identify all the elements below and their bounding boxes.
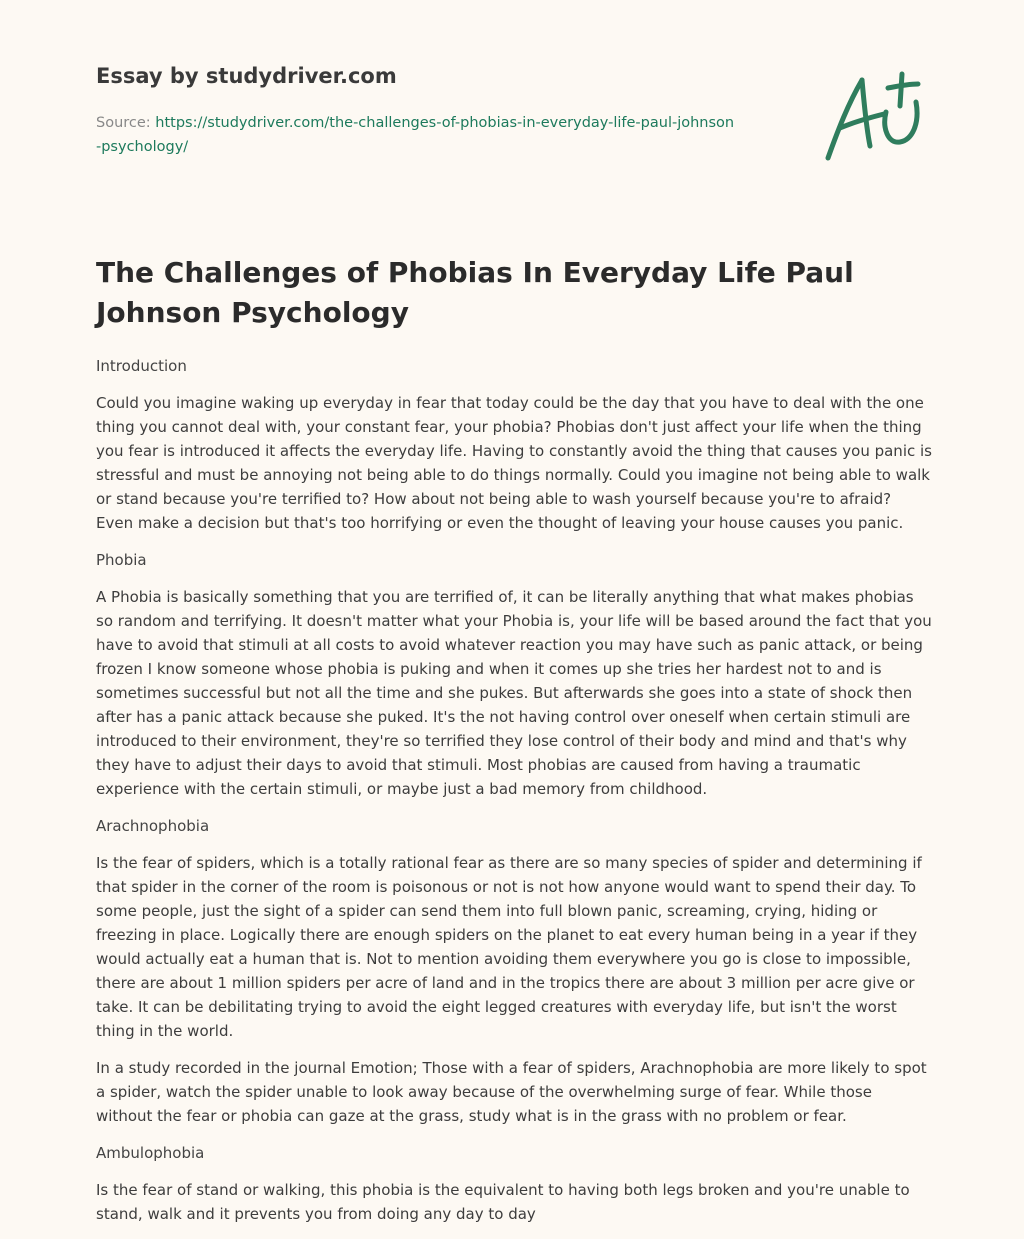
section-heading-ambulophobia: Ambulophobia (96, 1144, 205, 1162)
source-link[interactable]: https://studydriver.com/the-challenges-of-phobias-in-everyday-life-paul-johnson-psychology/ (96, 115, 735, 155)
section-heading-arachnophobia: Arachnophobia (96, 817, 210, 835)
essay-content (96, 354, 932, 1239)
source-line (96, 111, 736, 159)
paragraph-phobia: A Phobia is basically something that you are terrified of, it can be literally anything that what makes phobias so random and terrifying. It doesn't matter what your Phobia is, your life will be based around the fact that you have to avoid that stimuli at all costs to avoid whatever reaction you may have such as panic attack, or being frozen I know someone whose phobia is puking and when it comes up she tries her hardest not to and is sometimes successful but not all the time and she pukes. But afterwards she goes into a state of shock then after has a panic attack because she puked. It's the not having control over oneself when certain stimuli are introduced to their environment, they're so terrified they lose control of their body and mind and that's why they have to adjust their days to avoid that stimuli. Most phobias are caused from having a traumatic experience with the certain stimuli, or maybe just a bad memory from childhood. (96, 588, 932, 798)
paragraph-arachnophobia: Is the fear of spiders, which is a totally rational fear as there are so many species of spider and determining if that spider in the corner of the room is poisonous or not is not how anyone would want to spend their day. To some people, just the sight of a spider can send them into full blown panic, screaming, crying, hiding or freezing in place. Logically there are enough spiders on the planet to eat every human being in a year if they would actually eat a human that is. Not to mention avoiding them everywhere you go is close to impossible, there are about 1 million spiders per acre of land and in the tropics there are about 3 million per acre give or take. It can be debilitating trying to avoid the eight legged creatures with everyday life, but isn't the worst thing in the world. (96, 854, 922, 1040)
a-plus-logo-icon (824, 70, 924, 164)
paragraph-introduction: Could you imagine waking up everyday in fear that today could be the day that you have to deal with the one thing you cannot deal with, your constant fear, your phobia? Phobias don't just affect your life when the thing you fear is introduced it affects the everyday life. Having to constantly avoid the thing that causes you panic is stressful and must be annoying not being able to do things normally. Could you imagine not being able to walk or stand because you're terrified to? How about not being able to wash yourself because you're to afraid? Even make a decision but that's too horrifying or even the thought of leaving your house causes you panic. (96, 394, 932, 532)
essay-page (96, 0, 932, 1223)
paragraph-emotion-study: In a study recorded in the journal Emotion; Those with a fear of spiders, Arachnophobia are more likely to spot a spider, watch the spider unable to look away because of the overwhelming surge of fear. While those without the fear or phobia can gaze at the grass, study what is in the grass with no problem or fear. (96, 1059, 927, 1125)
page-header (96, 0, 932, 232)
section-heading-introduction: Introduction (96, 357, 187, 375)
essay-title: The Challenges of Phobias In Everyday Life Paul Johnson Psychology (96, 256, 854, 329)
source-label: Source: (96, 115, 156, 131)
brand-title: Essay by studydriver.com (96, 64, 397, 88)
paragraph-ambulophobia: Is the fear of stand or walking, this phobia is the equivalent to having both legs broken and you're unable to stand, walk and it prevents you from doing any day to day (96, 1181, 910, 1223)
section-heading-phobia: Phobia (96, 551, 147, 569)
